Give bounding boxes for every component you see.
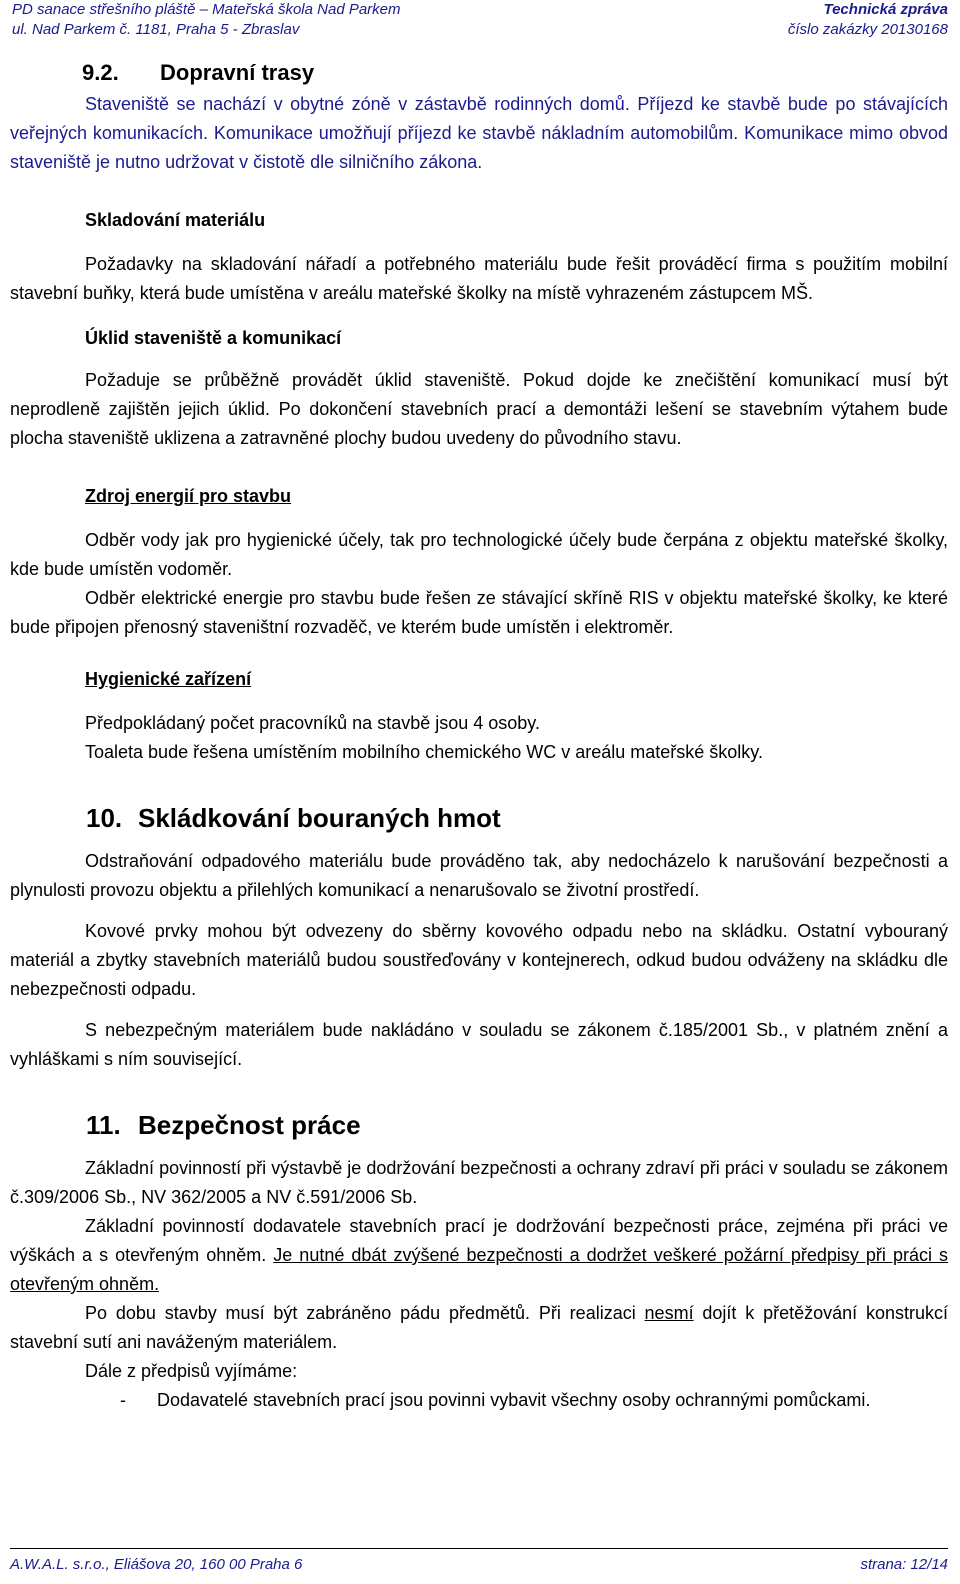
footer-company: A.W.A.L. s.r.o., Eliášova 20, 160 00 Praha 6 (10, 1556, 303, 1573)
section-11-paragraph-3-end: dojít k přetěžování konstrukcí stavební sutí ani naváženým materiálem. (10, 1303, 948, 1352)
section-11-paragraph-2-emphasis: Je nutné dbát zvýšené bezpečnosti a dodržet veškeré požární předpisy při práci s otevřeným ohněm. (10, 1245, 948, 1294)
section-11-list (10, 1386, 948, 1415)
section-11-number: 11. (86, 1110, 121, 1140)
header-project-name: PD sanace střešního pláště – Mateřská škola Nad Parkem (12, 1, 401, 18)
section-9-2-paragraph: Staveniště se nachází v obytné zóně v zástavbě rodinných domů. Příjezd ke stavbě bude po stávajících veřejných komunikacích. Komunikace umožňují příjezd ke stavbě nákladním automobilům. Komunikace mimo obvod staveniště je nutno udržovat v čistotě dle silničního zákona. (10, 94, 948, 172)
header-address: ul. Nad Parkem č. 1181, Praha 5 - Zbraslav (12, 21, 300, 38)
footer-page-number: strana: 12/14 (860, 1556, 948, 1573)
zdroj-paragraph-2: Odběr elektrické energie pro stavbu bude řešen ze stávající skříně RIS v objektu mateřské školky, ke které bude připojen přenosný staveništní rozvaděč, ve kterém bude umístěn i elektroměr. (10, 588, 948, 637)
uklid-heading: Úklid staveniště a komunikací (85, 328, 342, 348)
page-header (12, 0, 948, 40)
section-11-paragraph-1: Základní povinností při výstavbě je dodržování bezpečnosti a ochrany zdraví při práci v souladu se zákonem č.309/2006 Sb., NV 362/2005 a NV č.591/2006 Sb. (10, 1158, 948, 1207)
skladovani-paragraph: Požadavky na skladování nářadí a potřebného materiálu bude řešit prováděcí firma s použitím mobilní stavební buňky, která bude umístěna v areálu mateřské školky na místě vyhrazeném zástupcem MŠ. (10, 254, 948, 303)
section-11-title: Bezpečnost práce (138, 1110, 361, 1140)
header-order-number: číslo zakázky 20130168 (787, 21, 948, 38)
hygienicke-paragraph-1: Předpokládaný počet pracovníků na stavbě jsou 4 osoby. (85, 713, 540, 733)
zdroj-paragraph-1: Odběr vody jak pro hygienické účely, tak pro technologické účely bude čerpána z objektu mateřské školky, kde bude umístěn vodoměr. (10, 530, 948, 579)
section-10-heading (10, 801, 948, 835)
section-9-2-number: 9.2. (82, 60, 119, 85)
section-11-paragraph-4: Dále z předpisů vyjímáme: (85, 1361, 298, 1381)
section-11-paragraph-3-start: Po dobu stavby musí být zabráněno pádu předmětů. Při realizaci (85, 1303, 645, 1323)
section-10-title: Skládkování bouraných hmot (138, 803, 501, 833)
hygienicke-paragraph-2: Toaleta bude řešena umístěním mobilního chemického WC v areálu mateřské školky. (85, 742, 763, 762)
header-doc-type: Technická zpráva (823, 1, 948, 18)
section-11-paragraph-2 (10, 1212, 948, 1299)
section-11-paragraph-2-text: Základní povinností dodavatele stavebních prací je dodržování bezpečnosti práce, zejména při práci ve výškách a s otevřeným ohněm. (10, 1216, 948, 1265)
list-item: Dodavatelé stavebních prací jsou povinni vybavit všechny osoby ochrannými pomůckami. (157, 1390, 871, 1410)
uklid-paragraph: Požaduje se průběžně provádět úklid staveniště. Pokud dojde ke znečištění komunikací musí být neprodleně zajištěn jejich úklid. Po dokončení stavebních prací a demontáži lešení se stavebním výtahem bude plocha staveniště uklizena a zatravněné plochy budou uvedeny do původního stavu. (10, 370, 948, 448)
header-row-1 (12, 0, 948, 20)
section-11-paragraph-3 (10, 1299, 948, 1357)
section-10-paragraph-1: Odstraňování odpadového materiálu bude prováděno tak, aby nedocházelo k narušování bezpečnosti a plynulosti provozu objektu a přilehlých komunikací a nenarušovalo se životní prostředí. (10, 851, 948, 900)
zdroj-heading: Zdroj energií pro stavbu (85, 486, 292, 506)
section-11-paragraph-3-emphasis: nesmí (644, 1303, 694, 1323)
section-10-number: 10. (86, 803, 123, 833)
section-9-2-title: Dopravní trasy (160, 60, 315, 85)
hygienicke-heading: Hygienické zařízení (85, 669, 252, 689)
skladovani-heading: Skladování materiálu (85, 210, 266, 230)
section-11-heading (10, 1108, 948, 1142)
document-content (10, 58, 948, 1415)
page-footer (10, 1548, 948, 1575)
header-row-2 (12, 20, 948, 40)
section-10-paragraph-2: Kovové prvky mohou být odvezeny do sběrny kovového odpadu nebo na skládku. Ostatní vybouraný materiál a zbytky stavebních materiálů budou soustřeďovány v kontejnerech, odkud budou odváženy na skládku dle nebezpečnosti odpadu. (10, 921, 948, 999)
section-9-2-heading (10, 58, 948, 87)
list-bullet: - (120, 1390, 126, 1410)
section-10-paragraph-3: S nebezpečným materiálem bude nakládáno v souladu se zákonem č.185/2001 Sb., v platném znění a vyhláškami s ním související. (10, 1020, 948, 1069)
